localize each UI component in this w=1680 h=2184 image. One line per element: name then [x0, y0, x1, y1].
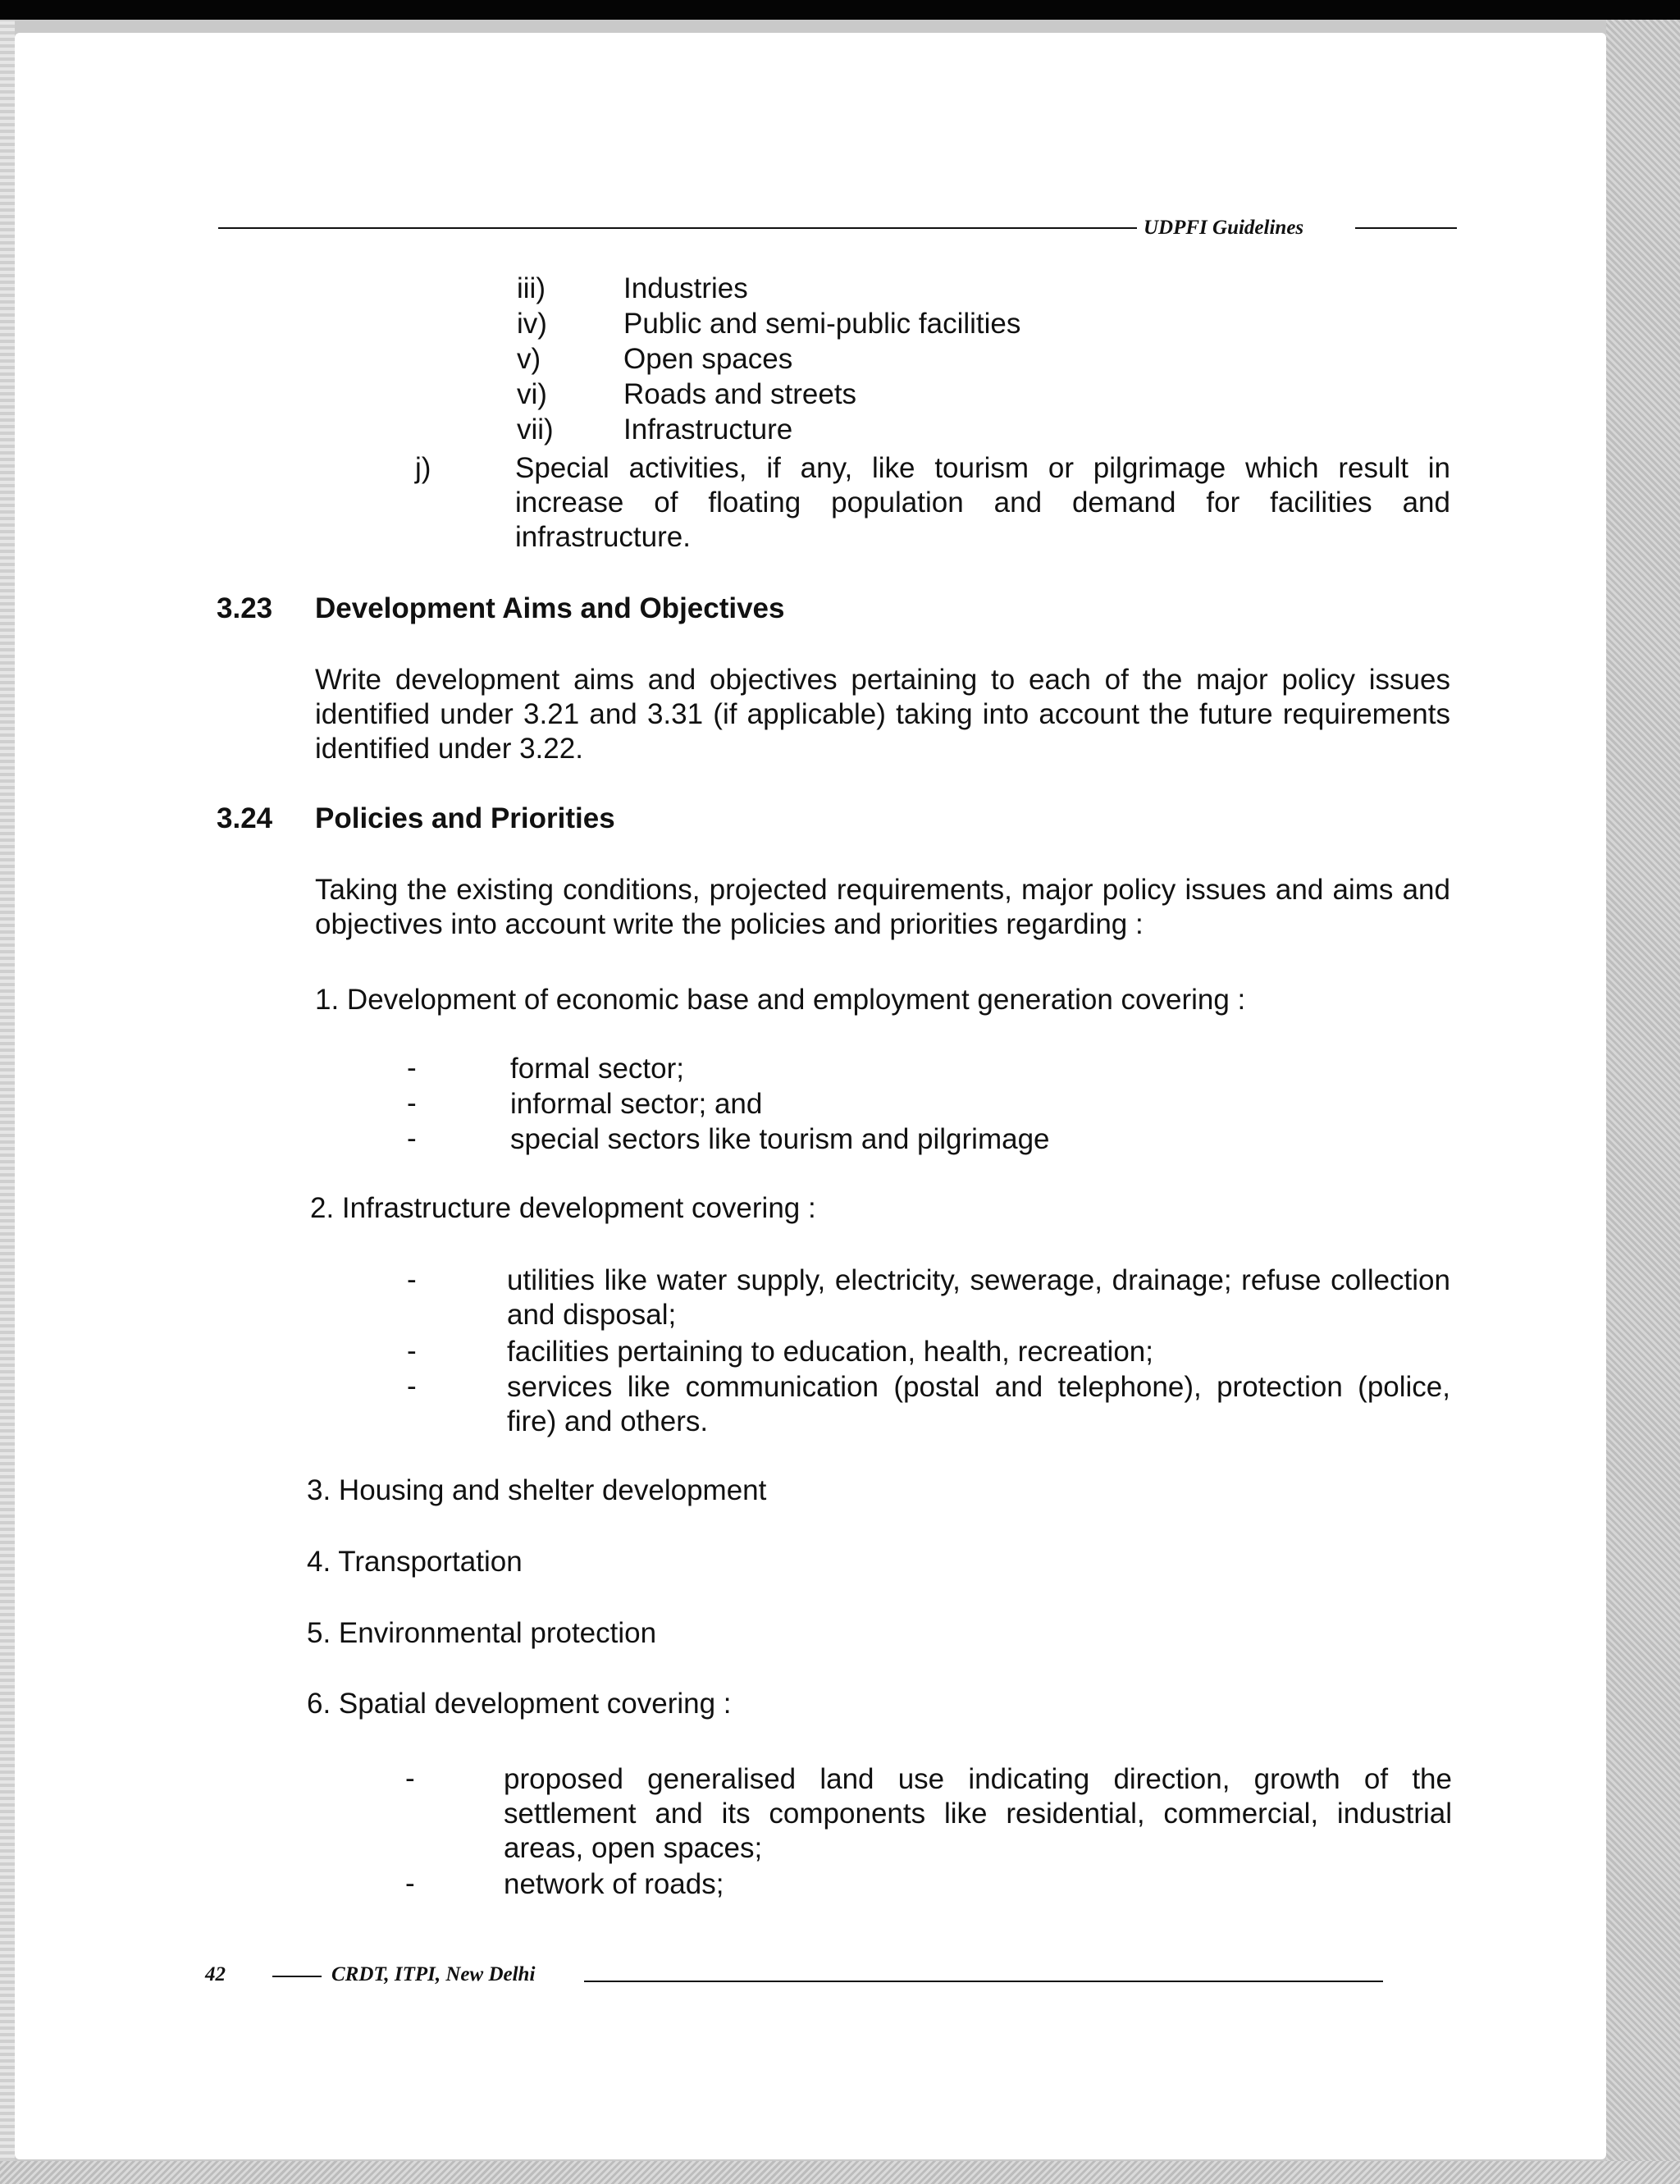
- section-title: Policies and Priorities: [315, 802, 615, 834]
- list-item: Infrastructure: [623, 413, 793, 445]
- section-intro: Taking the existing conditions, projected requirements, major policy issues and aims and objectives into account write the policies and priorities regarding :: [315, 874, 1450, 940]
- bullet-dash: -: [405, 1762, 415, 1794]
- list-item: Open spaces: [623, 343, 793, 375]
- bullet-dash: -: [407, 1052, 417, 1084]
- section-title: Development Aims and Objectives: [315, 592, 785, 624]
- policy-item: 1. Development of economic base and employment generation covering :: [315, 984, 1246, 1016]
- policy-item: 4. Transportation: [307, 1546, 523, 1578]
- scan-edge-right: [1606, 20, 1680, 2184]
- bullet-text: proposed generalised land use indicating direction, growth of the settlement and its components like residential, commercial, industrial areas, open spaces;: [504, 1763, 1452, 1864]
- bullet-text: facilities pertaining to education, health, recreation;: [507, 1336, 1153, 1368]
- list-item: Public and semi-public facilities: [623, 308, 1021, 340]
- footer-rule-left: [272, 1976, 322, 1977]
- list-num: iii): [517, 272, 546, 304]
- section-number: 3.23: [217, 592, 273, 624]
- footer-rule-right: [584, 1981, 1383, 1982]
- list-num: vii): [517, 413, 554, 445]
- footer-publisher: CRDT, ITPI, New Delhi: [331, 1963, 536, 1985]
- policy-item: 3. Housing and shelter development: [307, 1474, 767, 1506]
- bullet-text: network of roads;: [504, 1868, 724, 1900]
- page-number: 42: [205, 1963, 226, 1985]
- list-num: v): [517, 343, 541, 375]
- bullet-text: services like communication (postal and telephone), protection (police, fire) and others.: [507, 1371, 1450, 1437]
- policy-item: 5. Environmental protection: [307, 1617, 657, 1649]
- list-label-j: j): [415, 452, 431, 484]
- section-body: Write development aims and objectives pertaining to each of the major policy issues identified under 3.21 and 3.31 (if applicable) taking into account the future requirements identified under 3.22.: [315, 664, 1450, 765]
- section-number: 3.24: [217, 802, 273, 834]
- bullet-text: formal sector;: [510, 1053, 684, 1085]
- bullet-dash: -: [407, 1087, 417, 1119]
- policy-item: 6. Spatial development covering :: [307, 1688, 732, 1720]
- header-rule-left: [218, 227, 1137, 229]
- list-num: vi): [517, 378, 547, 410]
- scan-edge-bottom: [0, 2161, 1680, 2184]
- bullet-dash: -: [407, 1370, 417, 1402]
- list-num: iv): [517, 308, 547, 340]
- bullet-text: special sectors like tourism and pilgrimage: [510, 1123, 1050, 1155]
- list-item: Industries: [623, 272, 748, 304]
- bullet-text: utilities like water supply, electricity, sewerage, drainage; refuse collection and disposal;: [507, 1264, 1450, 1331]
- bullet-dash: -: [407, 1263, 417, 1295]
- bullet-dash: -: [407, 1335, 417, 1367]
- bullet-dash: -: [405, 1867, 415, 1899]
- running-header: UDPFI Guidelines: [1144, 217, 1304, 239]
- bullet-text: informal sector; and: [510, 1088, 763, 1120]
- item-j-text: Special activities, if any, like tourism or pilgrimage which result in increase of floating population and demand for facilities and infrastructure.: [515, 452, 1450, 553]
- policy-item: 2. Infrastructure development covering :: [310, 1192, 816, 1224]
- scan-edge-left: [0, 20, 15, 2161]
- list-item: Roads and streets: [623, 378, 857, 410]
- scan-top-border: [0, 0, 1680, 20]
- header-rule-right: [1355, 227, 1457, 229]
- bullet-dash: -: [407, 1122, 417, 1154]
